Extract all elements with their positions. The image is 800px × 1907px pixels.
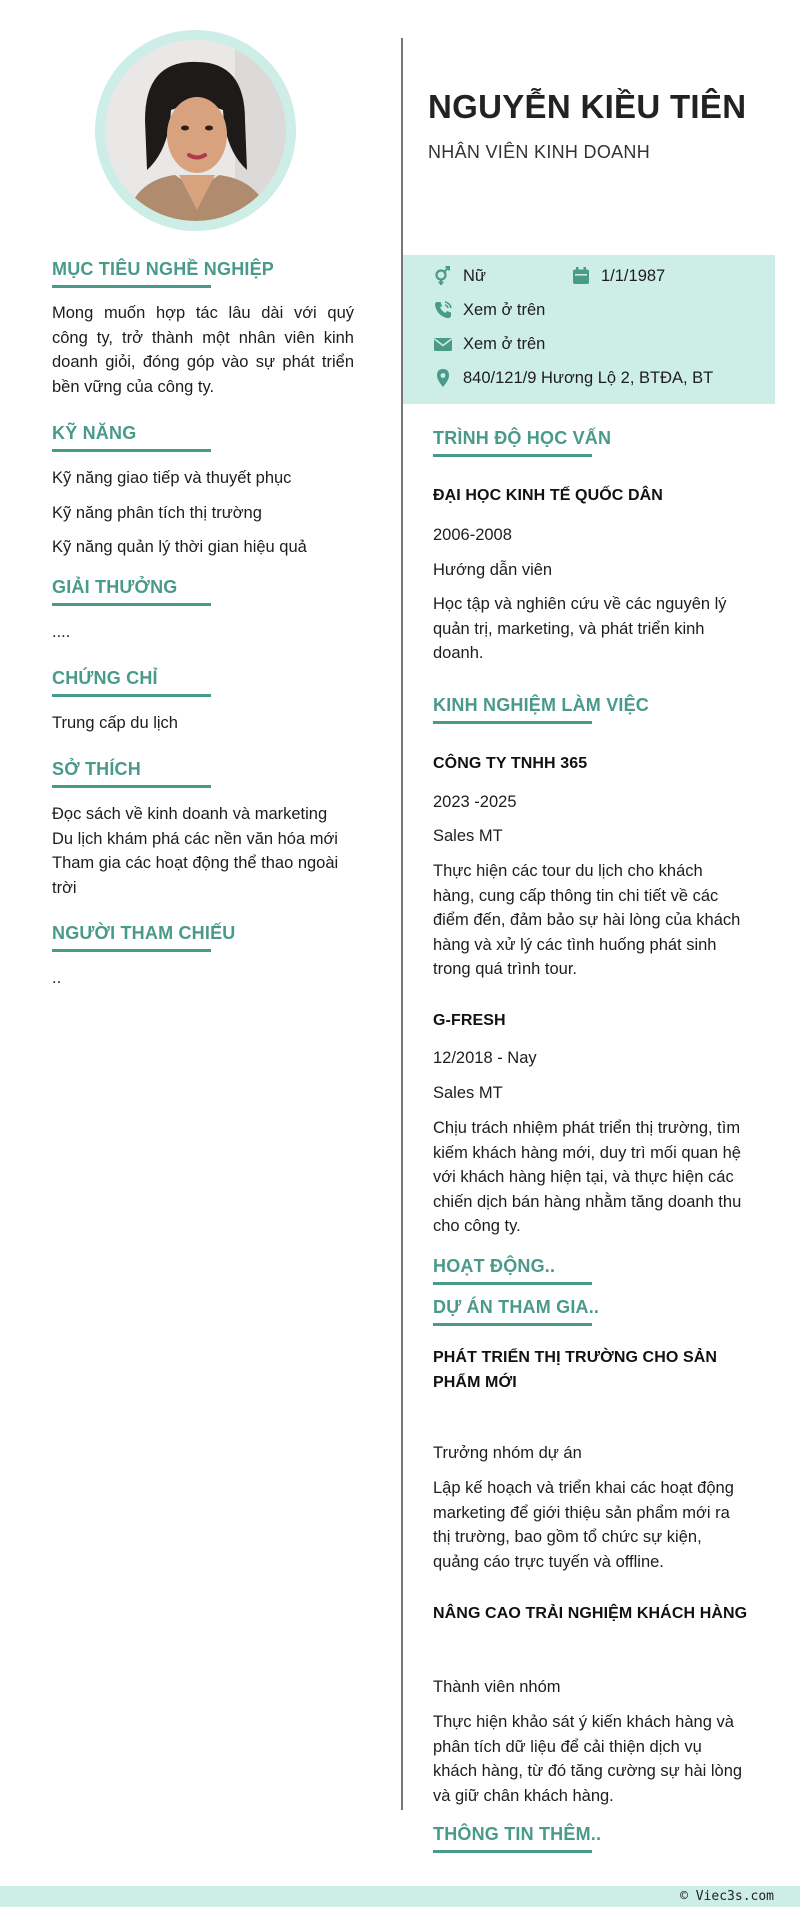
experience-section bbox=[433, 695, 650, 724]
desc-line: trong quá trình tour. bbox=[433, 960, 578, 978]
candidate-name: NGUYỄN KIỀU TIÊN bbox=[428, 88, 747, 125]
job-desc bbox=[433, 859, 773, 982]
education-title: TRÌNH ĐỘ HỌC VẤN bbox=[433, 428, 592, 457]
desc-line: Lập kế hoạch và triển khai các hoạt động bbox=[433, 1479, 734, 1497]
desc-line: Thực hiện khảo sát ý kiến khách hàng và bbox=[433, 1713, 734, 1731]
address-value: 840/121/9 Hương Lộ 2, BTĐA, BT bbox=[463, 368, 714, 387]
education-desc bbox=[433, 592, 763, 666]
calendar-icon bbox=[571, 266, 591, 286]
project-desc bbox=[433, 1710, 773, 1808]
experience-title: KINH NGHIỆM LÀM VIỆC bbox=[433, 695, 592, 724]
job-title: NHÂN VIÊN KINH DOANH bbox=[428, 142, 651, 162]
school-name: ĐẠI HỌC KINH TẾ QUỐC DÂN bbox=[433, 487, 663, 504]
desc-line: khách hàng, từ đó tăng cường sự hài lòng bbox=[433, 1762, 743, 1780]
job-period: 2023 -2025 bbox=[433, 793, 517, 811]
phone-icon bbox=[433, 300, 453, 320]
more-info-section bbox=[433, 1824, 602, 1853]
skill-item: Kỹ năng giao tiếp và thuyết phục bbox=[52, 469, 292, 487]
gender-row bbox=[433, 266, 486, 286]
desc-line: doanh. bbox=[433, 644, 484, 662]
desc-line: hàng, cung cấp thông tin chi tiết về các bbox=[433, 886, 719, 905]
company-name: CÔNG TY TNHH 365 bbox=[433, 755, 588, 772]
projects-section bbox=[433, 1297, 600, 1326]
avatar bbox=[105, 40, 286, 221]
desc-line: hàng và xử lý các tình huống phát sinh bbox=[433, 935, 717, 954]
project-name-line: PHÁT TRIỂN THỊ TRƯỜNG CHO SẢN bbox=[433, 1349, 718, 1366]
email-value: Xem ở trên bbox=[463, 334, 546, 353]
desc-line: và giữ chân khách hàng. bbox=[433, 1786, 614, 1805]
objective-section bbox=[52, 259, 275, 288]
project-name-line: PHẨM MỚI bbox=[433, 1373, 517, 1391]
footer-credit[interactable]: © Viec3s.com bbox=[680, 1889, 774, 1904]
activities-section bbox=[433, 1256, 592, 1285]
objective-title: MỤC TIÊU NGHỀ NGHIỆP bbox=[52, 259, 211, 288]
references-title: NGƯỜI THAM CHIẾU bbox=[52, 923, 211, 952]
hobby-line: trời bbox=[52, 878, 77, 897]
desc-line: quản trị, marketing, và phát triển kinh bbox=[433, 619, 705, 638]
email-row bbox=[433, 334, 545, 354]
skills-title: KỸ NĂNG bbox=[52, 423, 211, 452]
objective-line: doanh giỏi, đóng góp vào sự phát triển bbox=[52, 353, 354, 371]
desc-line: Học tập và nghiên cứu về các nguyên lý bbox=[433, 595, 727, 613]
awards-text: .... bbox=[52, 623, 71, 641]
desc-line: quảng cáo trực tuyến và offline. bbox=[433, 1552, 664, 1571]
desc-line: cho công ty. bbox=[433, 1217, 521, 1235]
birthday-value: 1/1/1987 bbox=[601, 266, 666, 285]
certificates-text: Trung cấp du lịch bbox=[52, 714, 178, 732]
project-name bbox=[433, 1346, 763, 1395]
references-text: .. bbox=[52, 969, 62, 987]
gender-value: Nữ bbox=[463, 266, 486, 285]
education-period: 2006-2008 bbox=[433, 526, 512, 544]
job-role: Sales MT bbox=[433, 1084, 503, 1102]
phone-value: Xem ở trên bbox=[463, 300, 546, 319]
gender-icon bbox=[433, 266, 453, 286]
contact-box bbox=[403, 255, 775, 404]
desc-line: thị trường, bao gồm tổ chức sự kiện, bbox=[433, 1528, 702, 1546]
map-pin-icon bbox=[433, 368, 453, 388]
references-section bbox=[52, 923, 236, 952]
skill-item: Kỹ năng phân tích thị trường bbox=[52, 504, 262, 522]
birthday-row bbox=[571, 266, 665, 286]
more-info-title: THÔNG TIN THÊM.. bbox=[433, 1824, 592, 1853]
envelope-icon bbox=[433, 334, 453, 354]
projects-title: DỰ ÁN THAM GIA.. bbox=[433, 1297, 592, 1326]
phone-row bbox=[433, 300, 545, 320]
objective-line: Mong muốn hợp tác lâu dài với quý bbox=[52, 304, 354, 322]
objective-line: bền vững của công ty. bbox=[52, 377, 215, 396]
job-desc bbox=[433, 1116, 773, 1239]
project-role: Trưởng nhóm dự án bbox=[433, 1444, 582, 1462]
certificates-section bbox=[52, 668, 211, 697]
desc-line: kiếm khách hàng mới, duy trì mối quan hệ bbox=[433, 1143, 741, 1162]
activities-title: HOẠT ĐỘNG.. bbox=[433, 1256, 592, 1285]
desc-line: marketing để giới thiệu sản phẩm mới ra bbox=[433, 1503, 730, 1522]
hobbies-section bbox=[52, 759, 211, 788]
skills-section bbox=[52, 423, 211, 452]
desc-line: chiến dịch bán hàng nhằm tăng doanh thu bbox=[433, 1192, 742, 1211]
skill-item: Kỹ năng quản lý thời gian hiệu quả bbox=[52, 538, 307, 556]
hobby-line: Tham gia các hoạt động thể thao ngoài bbox=[52, 854, 339, 872]
footer-bar bbox=[0, 1886, 800, 1907]
desc-line: điểm đến, đảm bảo sự hài lòng của khách bbox=[433, 911, 741, 929]
education-section bbox=[433, 428, 612, 457]
job-role: Sales MT bbox=[433, 827, 503, 845]
objective-line: công ty, trở thành một nhân viên kinh bbox=[52, 328, 354, 347]
awards-section bbox=[52, 577, 211, 606]
hobbies-text bbox=[52, 802, 354, 900]
desc-line: Chịu trách nhiệm phát triển thị trường, tìm bbox=[433, 1119, 741, 1137]
desc-line: Thực hiện các tour du lịch cho khách bbox=[433, 862, 703, 880]
job-period: 12/2018 - Nay bbox=[433, 1049, 537, 1067]
project-desc bbox=[433, 1476, 773, 1574]
desc-line: phân tích dữ liệu để cải thiện dịch vụ bbox=[433, 1737, 702, 1756]
address-row bbox=[433, 368, 713, 388]
company-name: G-FRESH bbox=[433, 1012, 506, 1029]
hobby-line: Đọc sách về kinh doanh và marketing bbox=[52, 805, 328, 823]
project-role: Thành viên nhóm bbox=[433, 1678, 561, 1696]
hobby-line: Du lịch khám phá các nền văn hóa mới bbox=[52, 829, 338, 848]
certificates-title: CHỨNG CHỈ bbox=[52, 668, 211, 697]
awards-title: GIẢI THƯỞNG bbox=[52, 577, 211, 606]
profile-photo bbox=[105, 40, 286, 221]
education-role: Hướng dẫn viên bbox=[433, 561, 553, 579]
project-name: NÂNG CAO TRẢI NGHIỆM KHÁCH HÀNG bbox=[433, 1605, 748, 1622]
hobbies-title: SỞ THÍCH bbox=[52, 759, 211, 788]
objective-text bbox=[52, 301, 354, 399]
desc-line: với khách hàng hiện tại, và thực hiện các bbox=[433, 1168, 734, 1186]
